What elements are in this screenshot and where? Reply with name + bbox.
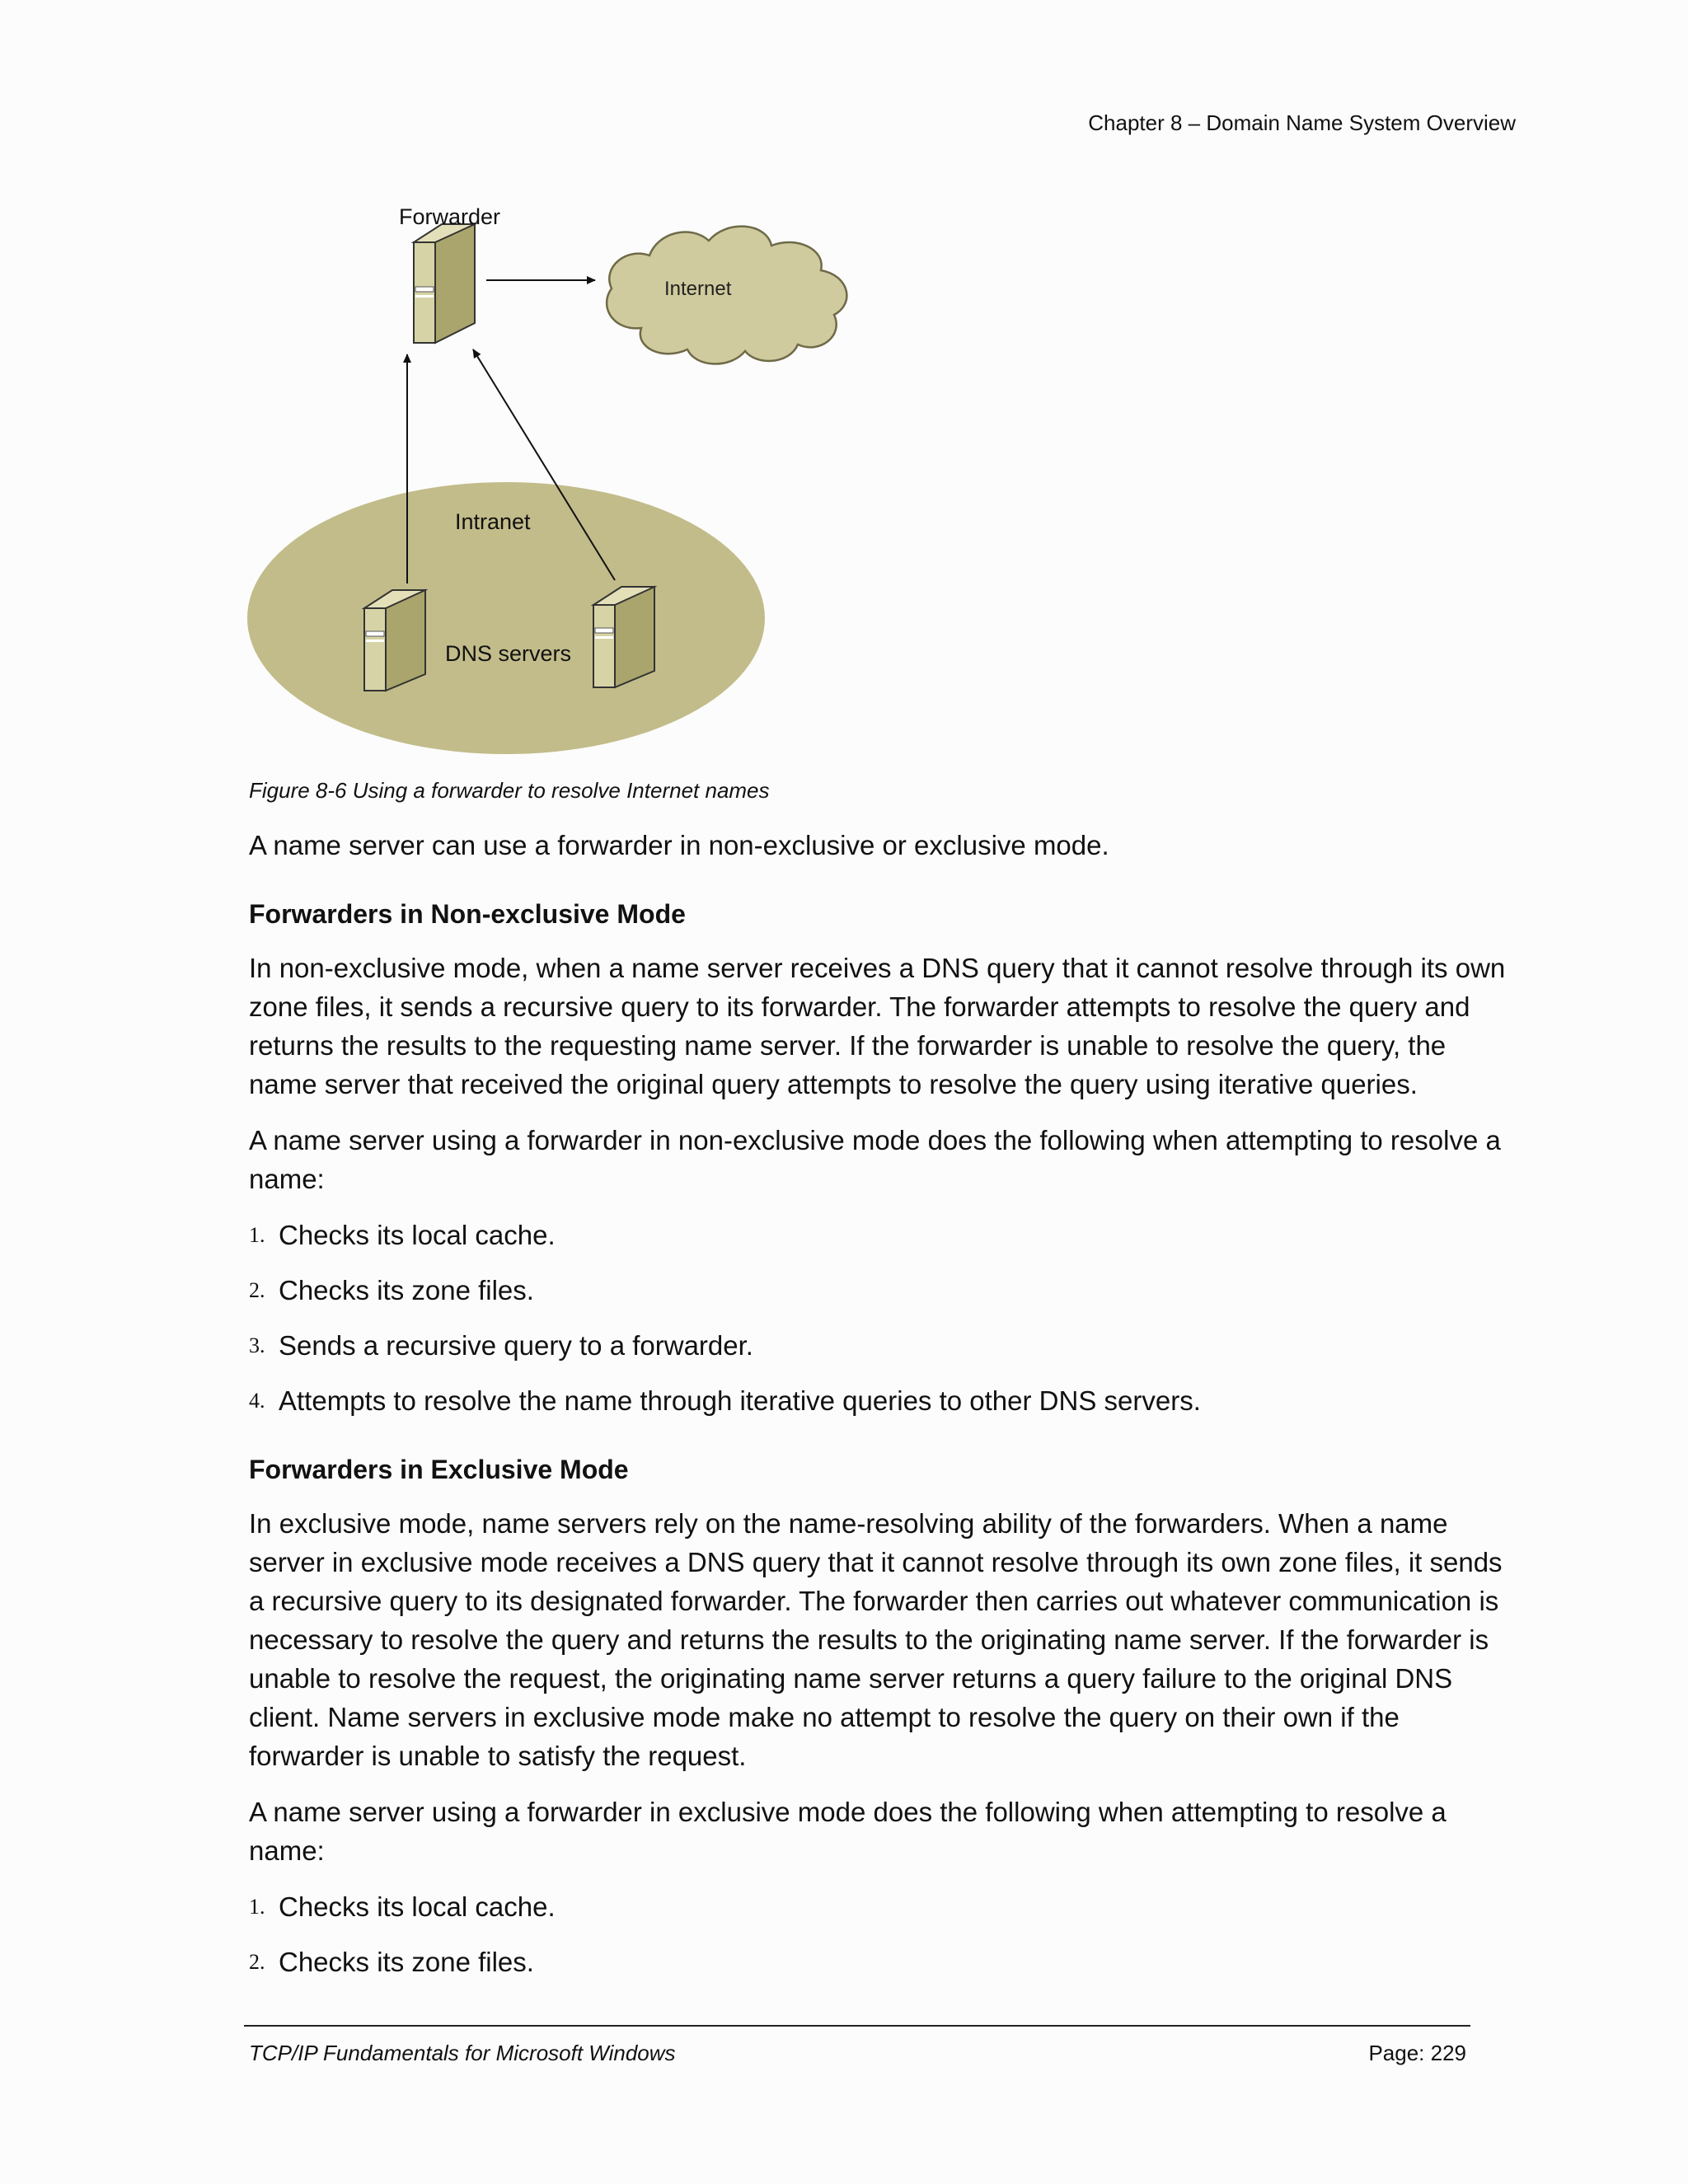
paragraph: A name server using a forwarder in non-exclusive mode does the following when attempting to resolve a name: [249, 1125, 1501, 1194]
list-item [249, 1326, 1518, 1365]
dns-server-right-icon [593, 587, 654, 687]
page-number: Page: 229 [1368, 2041, 1466, 2065]
forwarder-server-icon [414, 224, 475, 343]
list-item [249, 1943, 1518, 1981]
paragraph: A name server using a forwarder in exclusive mode does the following when attempting to resolve a name: [249, 1797, 1447, 1866]
list-text: Checks its local cache. [279, 1891, 556, 1922]
section-heading-non-exclusive: Forwarders in Non-exclusive Mode [249, 899, 686, 929]
list-number: 1. [249, 1223, 265, 1247]
list-item [249, 1216, 1518, 1254]
forwarder-label: Forwarder [399, 204, 501, 229]
list-number: 1. [249, 1895, 265, 1919]
intranet-label: Intranet [455, 509, 531, 534]
dns-server-left-icon [364, 590, 425, 691]
chapter-header: Chapter 8 – Domain Name System Overview [1088, 110, 1516, 135]
list-text: Checks its zone files. [279, 1275, 534, 1305]
list-text: Checks its zone files. [279, 1947, 534, 1977]
list-text: Sends a recursive query to a forwarder. [279, 1330, 753, 1361]
footer-title: TCP/IP Fundamentals for Microsoft Windows [249, 2041, 676, 2065]
internet-label: Internet [664, 278, 732, 300]
list-item [249, 1271, 1518, 1310]
figure-caption: Figure 8-6 Using a forwarder to resolve Internet names [249, 778, 770, 803]
list-number: 2. [249, 1950, 265, 1974]
intro-paragraph: A name server can use a forwarder in non-exclusive or exclusive mode. [249, 830, 1109, 860]
dns-servers-label: DNS servers [445, 641, 572, 666]
numbered-list [249, 1887, 1518, 1981]
section-heading-exclusive: Forwarders in Exclusive Mode [249, 1455, 629, 1484]
list-number: 3. [249, 1333, 265, 1357]
footer-divider [244, 2025, 1470, 2027]
paragraph: In non-exclusive mode, when a name server receives a DNS query that it cannot resolve through its own zone files, it sends a recursive query to its forwarder. The forwarder attempts to resolve the query and returns the results to the requesting name server. If the forwarder is unable to resolve the query, the name server that received the original query attempts to resolve the query using iterative queries. [249, 953, 1506, 1099]
list-item [249, 1887, 1518, 1926]
numbered-list [249, 1216, 1518, 1420]
paragraph: In exclusive mode, name servers rely on the name-resolving ability of the forwarders. When a name server in exclusive mode receives a DNS query that it cannot resolve through its own zone files, it sends a recursive query to its designated forwarder. The forwarder then carries out whatever communication is necessary to resolve the query and returns the results to the originating name server. If the forwarder is unable to resolve the request, the originating name server returns a query failure to the original DNS client. Name servers in exclusive mode make no attempt to resolve the query on their own if the forwarder is unable to satisfy the request. [249, 1508, 1503, 1771]
list-text: Checks its local cache. [279, 1220, 556, 1250]
page-content [249, 826, 1518, 1999]
list-number: 4. [249, 1389, 265, 1413]
list-text: Attempts to resolve the name through iterative queries to other DNS servers. [279, 1385, 1201, 1416]
list-number: 2. [249, 1278, 265, 1302]
forwarder-diagram [239, 196, 1030, 765]
list-item [249, 1381, 1518, 1420]
